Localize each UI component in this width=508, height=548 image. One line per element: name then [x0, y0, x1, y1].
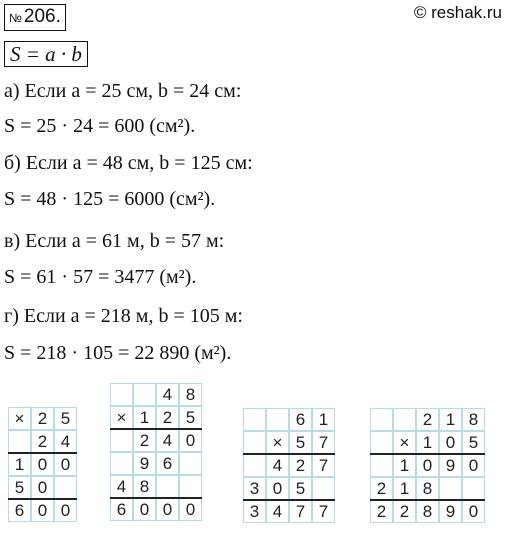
digit-cell: × [110, 406, 133, 429]
digit-cell: 5 [179, 406, 202, 429]
condition-d: г) Если a = 218 м, b = 105 м: [4, 305, 243, 327]
digit-cell [266, 408, 289, 431]
digit-cell: 4 [266, 454, 289, 477]
digit-cell: 2 [370, 500, 393, 523]
site-watermark: © reshak.ru [413, 3, 502, 22]
digit-cell: × [393, 431, 416, 454]
sum-line [8, 498, 77, 500]
digit-cell: 0 [156, 498, 179, 521]
digit-cell [179, 475, 202, 498]
digit-cell: 6 [8, 499, 31, 522]
digit-cell: 0 [31, 476, 54, 499]
digit-cell: 0 [179, 498, 202, 521]
sum-line [243, 453, 335, 455]
equation-a: S = 25 · 24 = 600 (см²). [4, 115, 196, 137]
digit-cell: 8 [416, 500, 439, 523]
digit-cell: 2 [133, 429, 156, 452]
digit-cell: 8 [133, 475, 156, 498]
digit-cell: 3 [243, 500, 266, 523]
digit-cell: 4 [266, 500, 289, 523]
digit-cell: 9 [439, 454, 462, 477]
digit-cell [133, 383, 156, 406]
digit-cell [393, 408, 416, 431]
digit-cell: 0 [54, 499, 77, 522]
digit-cell: 7 [312, 500, 335, 523]
digit-cell: 8 [416, 477, 439, 500]
digit-cell: 7 [289, 500, 312, 523]
digit-cell: 7 [312, 454, 335, 477]
area-formula: S = a · b [4, 41, 88, 67]
digit-cell: 0 [462, 454, 485, 477]
digit-cell: 2 [156, 406, 179, 429]
digit-cell: 2 [370, 477, 393, 500]
digit-cell: 2 [289, 454, 312, 477]
digit-cell: 0 [31, 453, 54, 476]
digit-cell: 2 [416, 408, 439, 431]
number-sign: № [9, 11, 22, 25]
digit-cell: 0 [133, 498, 156, 521]
digit-cell: 1 [393, 477, 416, 500]
digit-cell: 5 [54, 407, 77, 430]
equation-b: S = 48 · 125 = 6000 (см²). [4, 188, 216, 210]
digit-cell: 7 [312, 431, 335, 454]
digit-cell [243, 431, 266, 454]
task-number: 206. [23, 6, 61, 27]
digit-cell: 2 [31, 430, 54, 453]
sum-line [8, 452, 77, 454]
digit-cell: 0 [416, 454, 439, 477]
sum-line [370, 499, 485, 501]
digit-cell: 6 [156, 452, 179, 475]
digit-cell: 6 [110, 498, 133, 521]
digit-cell [439, 477, 462, 500]
condition-b: б) Если a = 48 см, b = 125 см: [4, 152, 253, 174]
digit-cell [243, 454, 266, 477]
digit-cell: 0 [54, 453, 77, 476]
digit-cell [54, 476, 77, 499]
digit-cell [370, 431, 393, 454]
digit-cell [8, 430, 31, 453]
task-number-badge [4, 4, 66, 31]
digit-cell [312, 477, 335, 500]
digit-cell: 0 [31, 499, 54, 522]
digit-cell: 9 [133, 452, 156, 475]
equation-c: S = 61 · 57 = 3477 (м²). [4, 266, 197, 288]
sum-line [243, 499, 335, 501]
digit-cell: 1 [393, 454, 416, 477]
sum-line [110, 428, 202, 430]
digit-cell: 3 [243, 477, 266, 500]
digit-cell: 4 [54, 430, 77, 453]
digit-cell: × [266, 431, 289, 454]
digit-cell [462, 477, 485, 500]
sum-line [110, 497, 202, 499]
digit-cell [110, 383, 133, 406]
digit-cell: 1 [312, 408, 335, 431]
digit-cell: 4 [156, 383, 179, 406]
digit-cell: × [8, 407, 31, 430]
digit-cell: 5 [8, 476, 31, 499]
digit-cell: 5 [289, 431, 312, 454]
digit-cell: 2 [31, 407, 54, 430]
condition-c: в) Если a = 61 м, b = 57 м: [4, 230, 225, 252]
digit-cell: 5 [289, 477, 312, 500]
digit-cell: 1 [8, 453, 31, 476]
digit-cell: 1 [133, 406, 156, 429]
digit-cell: 8 [462, 408, 485, 431]
sum-line [370, 453, 485, 455]
digit-cell: 0 [439, 431, 462, 454]
digit-cell [370, 408, 393, 431]
digit-cell: 9 [439, 500, 462, 523]
condition-a: а) Если a = 25 см, b = 24 см: [4, 80, 242, 102]
digit-cell: 1 [416, 431, 439, 454]
digit-cell [110, 452, 133, 475]
digit-cell [370, 454, 393, 477]
digit-cell: 0 [462, 500, 485, 523]
digit-cell: 4 [110, 475, 133, 498]
digit-cell [156, 475, 179, 498]
digit-cell: 5 [462, 431, 485, 454]
digit-cell: 8 [179, 383, 202, 406]
equation-d: S = 218 · 105 = 22 890 (м²). [4, 342, 232, 364]
digit-cell: 0 [266, 477, 289, 500]
digit-cell [110, 429, 133, 452]
digit-cell [179, 452, 202, 475]
digit-cell: 6 [289, 408, 312, 431]
digit-cell: 4 [156, 429, 179, 452]
digit-cell: 2 [393, 500, 416, 523]
digit-cell [243, 408, 266, 431]
digit-cell: 0 [179, 429, 202, 452]
digit-cell: 1 [439, 408, 462, 431]
